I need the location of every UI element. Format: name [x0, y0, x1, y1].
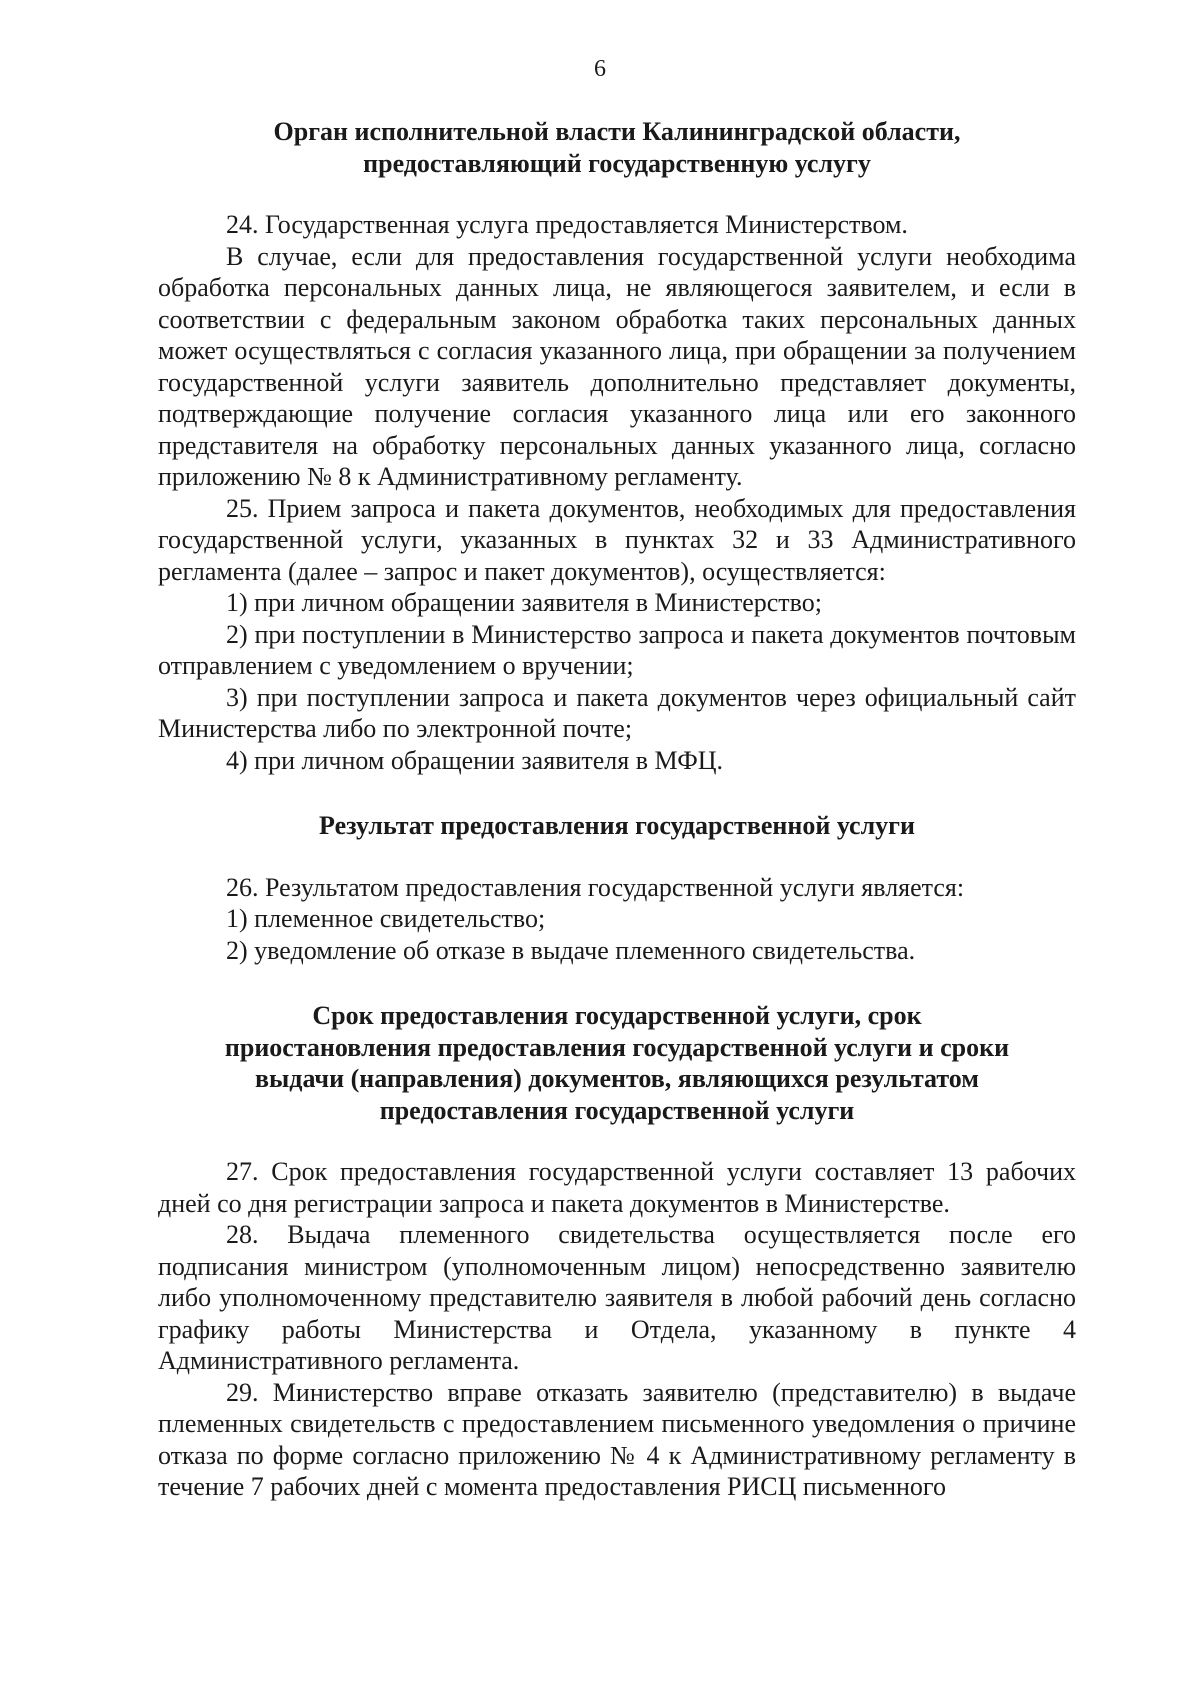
- list-item: 2) уведомление об отказе в выдаче племенного свидетельства.: [226, 935, 916, 965]
- list-item: 3) при поступлении запроса и пакета документов через официальный сайт Министерства либо по электронной почте;: [158, 682, 1076, 743]
- heading-line: Орган исполнительной власти Калининградской области,: [273, 117, 961, 146]
- list-item: 1) при личном обращении заявителя в Министерство;: [226, 588, 822, 617]
- section-heading-result: [158, 810, 1076, 842]
- heading-line: выдачи (направления) документов, являющихся результатом: [254, 1064, 980, 1093]
- heading-line: предоставления государственной услуги: [379, 1095, 855, 1125]
- heading-line: предоставляющий государственную услугу: [363, 148, 871, 178]
- paragraph-25: 25. Прием запроса и пакета документов, необходимых для предоставления государственной услуги, указанных в пунктах 32 и 33 Административного регламента (далее – запрос и пакет документов), осуществляется:: [158, 493, 1076, 586]
- list-item: 1) племенное свидетельство;: [226, 904, 546, 933]
- section-heading-authority: [158, 116, 1076, 179]
- section-heading-terms: [158, 1000, 1076, 1126]
- document-body: [158, 116, 1076, 1503]
- paragraph-28: 28. Выдача племенного свидетельства осуществляется после его подписания министром (уполномоченным лицом) непосредственно заявителю либо уполномоченному представителю заявителя в любой рабочий день согласно графику работы Министерства и Отдела, указанному в пункте 4 Административного регламента.: [158, 1220, 1076, 1375]
- heading-line: Срок предоставления государственной услуги, срок: [312, 1001, 922, 1030]
- paragraph-26: 26. Результатом предоставления государственной услуги является:: [226, 872, 965, 902]
- paragraph-29: 29. Министерство вправе отказать заявителю (представителю) в выдаче племенных свидетельств с предоставлением письменного уведомления о причине отказа по форме согласно приложению № 4 к Административному регламенту в течение 7 рабочих дней с момента предоставления РИСЦ письменного: [158, 1377, 1076, 1501]
- paragraph-27: 27. Срок предоставления государственной услуги составляет 13 рабочих дней со дня регистрации запроса и пакета документов в Министерстве.: [158, 1157, 1076, 1218]
- heading-line: Результат предоставления государственной услуги: [319, 811, 915, 840]
- paragraph-24: 24. Государственная услуга предоставляется Министерством.: [226, 210, 908, 239]
- list-item: 4) при личном обращении заявителя в МФЦ.: [226, 745, 724, 775]
- paragraph-personal-data: В случае, если для предоставления государственной услуги необходима обработка персональных данных лица, не являющегося заявителем, и если в соответствии с федеральным законом обработка таких персональных данных может осуществляться с согласия указанного лица, при обращении за получением государственной услуги заявитель дополнительно представляет документы, подтверждающие получение согласия указанного лица или его законного представителя на обработку персональных данных указанного лица, согласно приложению № 8 к Административному регламенту.: [158, 241, 1076, 491]
- list-item: 2) при поступлении в Министерство запроса и пакета документов почтовым отправлением с уведомлением о вручении;: [158, 619, 1076, 680]
- heading-line: приостановления предоставления государственной услуги и сроки: [224, 1032, 1010, 1062]
- page-number: 6: [594, 56, 606, 82]
